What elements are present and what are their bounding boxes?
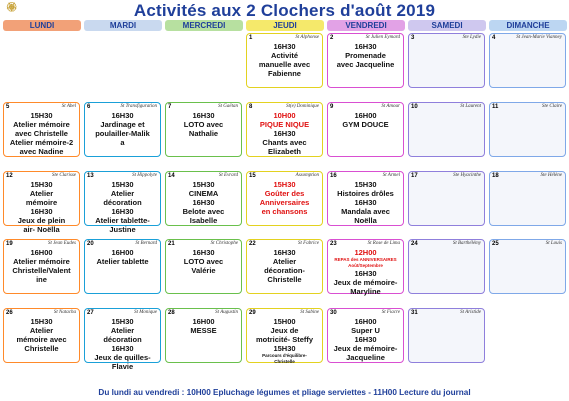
activity-line: 16H30 <box>192 248 215 257</box>
saint-name: St Christophe <box>210 241 238 246</box>
activity-line: 15H30 <box>30 317 53 326</box>
activity-line: avec Jacqueline <box>336 60 395 69</box>
activity-line: 16H30 <box>273 129 296 138</box>
saint-name: St Natacha <box>53 310 76 315</box>
day-number: 22 <box>249 241 256 247</box>
activity-list <box>5 180 78 234</box>
day-cell-27 <box>84 308 161 371</box>
activity-line: Maryline <box>350 287 381 296</box>
activity-line: Atelier tablette- <box>95 216 150 225</box>
activity-line: Jeux de quilles- <box>94 353 151 362</box>
day-cell-10 <box>408 102 485 157</box>
activity-list <box>248 42 321 86</box>
activity-line: 16H00 <box>111 248 134 257</box>
saint-name: St Bernard <box>135 241 157 246</box>
saint-name: Ste Lydie <box>462 35 481 40</box>
activity-line: Super U <box>351 326 380 335</box>
weekday-dimanche: DIMANCHE <box>489 20 567 31</box>
activity-line: Atelier <box>29 326 54 335</box>
day-cell-13 <box>84 171 161 234</box>
saint-name: St Fabrice <box>298 241 319 246</box>
weekday-vendredi: VENDREDI <box>327 20 405 31</box>
activity-list <box>5 317 78 361</box>
day-number: 31 <box>411 310 418 316</box>
activity-line: REPAS des ANNIVERSAIRES <box>334 257 397 262</box>
day-cell-12 <box>3 171 80 234</box>
saint-name: St Jean Eudes <box>47 241 76 246</box>
activity-line: CINEMA <box>188 189 219 198</box>
activity-line: 15H30 <box>192 180 215 189</box>
activity-list <box>167 317 240 361</box>
activity-list <box>491 111 564 155</box>
saint-name: Ste Clarisse <box>51 173 76 178</box>
activity-line: Christelle/Valent <box>12 266 71 275</box>
day-number: 27 <box>87 310 94 316</box>
footer-note: Du lundi au vendredi : 10H00 Epluchage légumes et pliage serviettes - 11H00 Lecture du journal <box>98 388 471 397</box>
activity-line: 15H30 <box>111 317 134 326</box>
saint-name: St Transfiguration <box>120 104 157 109</box>
saint-name: St Evrard <box>218 173 238 178</box>
saint-name: St Abel <box>61 104 76 109</box>
day-cell-16 <box>327 171 404 226</box>
day-number: 4 <box>492 35 496 41</box>
activity-line: Atelier tablette <box>96 257 149 266</box>
day-cell-17 <box>408 171 485 226</box>
activity-line: 15H30 <box>273 180 296 189</box>
day-cell-14 <box>165 171 242 226</box>
activity-line: Justine <box>109 225 136 234</box>
activity-line: ine <box>36 275 47 284</box>
day-number: 7 <box>168 104 172 110</box>
day-cell-20 <box>84 239 161 294</box>
day-cell-11 <box>489 102 566 157</box>
day-number: 24 <box>411 241 418 247</box>
day-number: 12 <box>6 173 13 179</box>
activity-list <box>167 248 240 292</box>
activity-line: Atelier <box>272 257 297 266</box>
activity-line: 16H30 <box>111 207 134 216</box>
activity-list <box>5 111 78 155</box>
day-cell-3 <box>408 33 485 88</box>
saint-name: St Monique <box>134 310 157 315</box>
activity-list <box>329 248 402 296</box>
saint-name: St Hippolyte <box>132 173 157 178</box>
activity-line: Fabienne <box>268 69 301 78</box>
activity-list <box>329 180 402 224</box>
day-number: 30 <box>330 310 337 316</box>
day-number: 11 <box>492 104 499 110</box>
activity-list <box>491 42 564 86</box>
activity-line: Jeux de plein <box>17 216 66 225</box>
activity-line: Elizabeth <box>268 147 301 156</box>
day-cell-15 <box>246 171 323 226</box>
day-number: 16 <box>330 173 337 179</box>
day-cell-29 <box>246 308 323 363</box>
weekday-mardi: MARDI <box>84 20 162 31</box>
activity-line: air- Noëlla <box>23 225 60 234</box>
activity-line: Isabelle <box>189 216 218 225</box>
activity-list <box>248 317 321 364</box>
day-cell-18 <box>489 171 566 226</box>
day-number: 13 <box>87 173 94 179</box>
saint-name: St Barthélémy <box>452 241 481 246</box>
activity-line: 10H00 <box>273 111 296 120</box>
activity-line: 16H30 <box>192 111 215 120</box>
activity-line: Jeux de mémoire- <box>333 278 398 287</box>
activity-line: Activité <box>270 51 299 60</box>
activity-line: 16H00 <box>192 317 215 326</box>
activity-line: Anniversaires <box>259 198 310 207</box>
day-number: 23 <box>330 241 337 247</box>
day-number: 17 <box>411 173 418 179</box>
day-number: 10 <box>411 104 418 110</box>
activity-line: Jeux de mémoire- <box>333 344 398 353</box>
day-cell-30 <box>327 308 404 363</box>
activity-line: PIQUE NIQUE <box>259 120 310 129</box>
day-cell-19 <box>3 239 80 294</box>
activity-line: 16H30 <box>354 269 377 278</box>
activity-line: 16H30 <box>354 198 377 207</box>
activity-line: Jardinage et <box>100 120 145 129</box>
day-number: 9 <box>330 104 334 110</box>
saint-name: Ste Hyacinthe <box>453 173 481 178</box>
activity-list <box>410 42 483 86</box>
saint-name: St Armel <box>382 173 400 178</box>
activity-line: Valérie <box>191 266 216 275</box>
activity-line: Promenade <box>345 51 386 60</box>
saint-name: St Louis <box>545 241 562 246</box>
activity-line: Belote avec <box>182 207 225 216</box>
activity-line: 16H00 <box>30 248 53 257</box>
weekday-jeudi: JEUDI <box>246 20 324 31</box>
saint-name: St Rose de Lima <box>367 241 400 246</box>
activity-line: décoration- <box>264 266 305 275</box>
activity-line: 16H30 <box>30 207 53 216</box>
day-cell-5 <box>3 102 80 157</box>
weekday-mercredi: MERCREDI <box>165 20 243 31</box>
activity-line: Histoires drôles <box>337 189 394 198</box>
activity-list <box>410 248 483 292</box>
activity-line: Mandala avec <box>341 207 390 216</box>
activity-line: 15H30 <box>30 111 53 120</box>
saint-name: Assomption <box>295 173 319 178</box>
day-number: 25 <box>492 241 499 247</box>
day-cell-2 <box>327 33 404 88</box>
activity-line: Christelle <box>24 344 59 353</box>
day-cell-31 <box>408 308 485 363</box>
activity-list <box>491 248 564 292</box>
day-number: 29 <box>249 310 256 316</box>
activity-list <box>86 111 159 155</box>
activity-line: 16H00 <box>354 111 377 120</box>
activity-line: Parcours d'équilibre- <box>262 353 307 358</box>
saint-name: St Julien Eymard <box>365 35 400 40</box>
activity-line: Atelier <box>110 189 135 198</box>
activity-line: Noëlla <box>354 216 377 225</box>
activity-line: Chants avec <box>262 138 307 147</box>
logo: 🏵 <box>6 2 18 12</box>
activity-line: motricité- Steffy <box>255 335 314 344</box>
activity-line: 16H30 <box>192 198 215 207</box>
activity-list <box>410 317 483 361</box>
activity-line: Atelier <box>29 189 54 198</box>
activity-line: 15H30 <box>354 180 377 189</box>
saint-name: Ste Hélène <box>540 173 562 178</box>
day-number: 14 <box>168 173 175 179</box>
activity-line: 16H30 <box>111 111 134 120</box>
activity-line: 16H30 <box>354 335 377 344</box>
saint-name: Ste Claire <box>542 104 562 109</box>
day-number: 26 <box>6 310 13 316</box>
activity-line: mémoire avec <box>16 335 67 344</box>
activity-list <box>491 180 564 224</box>
activity-line: 15H30 <box>30 180 53 189</box>
activity-line: 15H30 <box>273 344 296 353</box>
saint-name: St Gaëtan <box>218 104 238 109</box>
activity-list <box>329 42 402 86</box>
activity-line: Atelier <box>110 326 135 335</box>
day-cell-8 <box>246 102 323 157</box>
activity-list <box>86 180 159 234</box>
day-number: 3 <box>411 35 415 41</box>
saint-name: St Alphonse <box>295 35 319 40</box>
activity-line: Nathalie <box>188 129 219 138</box>
saint-name: St Augustin <box>215 310 238 315</box>
weekday-header <box>3 20 567 32</box>
activity-list <box>167 111 240 155</box>
day-cell-4 <box>489 33 566 88</box>
day-number: 21 <box>168 241 175 247</box>
activity-list <box>248 111 321 155</box>
activity-line: Christelle <box>274 359 295 364</box>
day-cell-9 <box>327 102 404 157</box>
activity-line: 12H00 <box>354 248 377 257</box>
activity-line: LOTO avec <box>183 120 224 129</box>
day-number: 8 <box>249 104 253 110</box>
activity-list <box>5 248 78 292</box>
activity-line: manuelle avec <box>258 60 311 69</box>
day-number: 1 <box>249 35 253 41</box>
saint-name: St(e) Dominique <box>286 104 319 109</box>
activity-line: Atelier mémoire-2 <box>9 138 74 147</box>
weekday-lundi: LUNDI <box>3 20 81 31</box>
saint-name: St Aristide <box>460 310 481 315</box>
activity-line: LOTO avec <box>183 257 224 266</box>
day-number: 6 <box>87 104 91 110</box>
activity-list <box>248 180 321 224</box>
saint-name: St Laurent <box>460 104 481 109</box>
activity-line: a <box>120 138 125 147</box>
day-number: 18 <box>492 173 499 179</box>
activity-line: GYM DOUCE <box>342 120 389 129</box>
activity-line: Jacqueline <box>346 353 385 362</box>
activity-line: poulailler-Malik <box>95 129 150 138</box>
day-cell-28 <box>165 308 242 363</box>
saint-name: St Amour <box>381 104 400 109</box>
activity-line: en chansons <box>261 207 308 216</box>
activity-line: Jeux de <box>270 326 299 335</box>
activity-list <box>329 317 402 361</box>
activity-line: 16H30 <box>273 248 296 257</box>
activity-line: Flavie <box>111 362 134 371</box>
activity-list <box>410 180 483 224</box>
activity-line: 16H00 <box>354 317 377 326</box>
activity-list <box>329 111 402 155</box>
day-number: 15 <box>249 173 256 179</box>
activity-line: 15H30 <box>111 180 134 189</box>
day-cell-22 <box>246 239 323 294</box>
activity-line: Août/Septembre <box>348 263 383 268</box>
activity-list <box>86 248 159 292</box>
activity-line: 16H30 <box>354 42 377 51</box>
weekday-samedi: SAMEDI <box>408 20 486 31</box>
day-cell-23 <box>327 239 404 294</box>
day-number: 20 <box>87 241 94 247</box>
activity-line: 15H00 <box>273 317 296 326</box>
activity-line: Atelier mémoire <box>13 120 70 129</box>
day-cell-6 <box>84 102 161 157</box>
day-cell-26 <box>3 308 80 363</box>
day-number: 19 <box>6 241 13 247</box>
activity-list <box>167 180 240 224</box>
page-title: Activités aux 2 Clochers d'août 2019 <box>133 1 436 20</box>
activity-line: décoration <box>103 198 142 207</box>
activity-list <box>410 111 483 155</box>
saint-name: St Sabine <box>300 310 319 315</box>
activity-line: mémoire <box>25 198 58 207</box>
activity-line: Goûter des <box>264 189 305 198</box>
day-cell-24 <box>408 239 485 294</box>
activity-line: Christelle <box>267 275 302 284</box>
activity-list <box>248 248 321 292</box>
activity-line: avec Nadine <box>19 147 64 156</box>
day-cell-25 <box>489 239 566 294</box>
saint-name: St Jean-Marie Vianney <box>516 35 562 40</box>
saint-name: St Fiacre <box>381 310 400 315</box>
day-cell-21 <box>165 239 242 294</box>
day-number: 28 <box>168 310 175 316</box>
day-cell-7 <box>165 102 242 157</box>
activity-line: 16H30 <box>111 344 134 353</box>
activity-line: 16H30 <box>273 42 296 51</box>
day-cell-1 <box>246 33 323 88</box>
day-number: 2 <box>330 35 334 41</box>
activity-list <box>86 317 159 371</box>
activity-line: avec Christelle <box>15 129 68 138</box>
activity-line: Atelier mémoire <box>13 257 70 266</box>
day-number: 5 <box>6 104 10 110</box>
activity-line: décoration <box>103 335 142 344</box>
activity-line: MESSE <box>190 326 217 335</box>
